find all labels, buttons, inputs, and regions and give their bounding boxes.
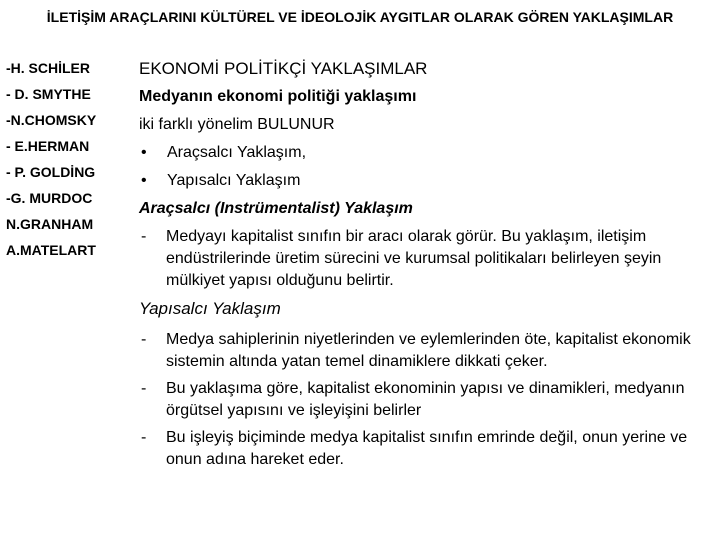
slide-title: İLETİŞİM ARAÇLARINI KÜLTÜREL VE İDEOLOJİK AYGITLAR OLARAK GÖREN YAKLAŞIMLAR [46, 9, 674, 25]
bullet-icon: • [141, 144, 147, 161]
dash-item [139, 378, 709, 422]
author-item: - P. GOLDİNG [6, 164, 96, 180]
author-item: - E.HERMAN [6, 138, 90, 154]
dash-text: Bu yaklaşıma göre, kapitalist ekonominin yapısı ve dinamikleri, medyanın örgütsel yapısını ve işleyişini belirler [166, 380, 685, 419]
dash-item [139, 329, 709, 373]
dash-text: Bu işleyiş biçiminde medya kapitalist sınıfın emrinde değil, onun yerine ve onun adına hareket eder. [166, 429, 688, 468]
intro-text: iki farklı yönelim BULUNUR [139, 116, 335, 133]
bullet-icon: • [141, 172, 147, 189]
author-item: -G. MURDOC [6, 190, 93, 206]
instrumental-heading: Araçsalcı (Instrümentalist) Yaklaşım [139, 200, 413, 217]
dash-item [139, 226, 709, 292]
dash-item [139, 427, 709, 471]
author-item: - D. SMYTHE [6, 86, 91, 102]
author-item: A.MATELART [6, 242, 96, 258]
dash-icon: - [141, 429, 147, 446]
author-item: N.GRANHAM [6, 216, 94, 232]
author-item: -H. SCHİLER [6, 60, 90, 76]
dash-icon: - [141, 380, 147, 397]
dash-icon: - [141, 331, 147, 348]
bullet-text: Yapısalcı Yaklaşım [167, 172, 301, 189]
bullet-item [139, 170, 709, 198]
dash-icon: - [141, 228, 147, 245]
section-subheading: Medyanın ekonomi politiği yaklaşımı [139, 88, 417, 105]
dash-text: Medya sahiplerinin niyetlerinden ve eylemlerinden öte, kapitalist ekonomik sistemin altında yatan temel dinamiklere dikkati çeker. [166, 331, 691, 370]
content-body [139, 58, 709, 476]
bullet-text: Araçsalcı Yaklaşım, [167, 144, 307, 161]
structural-heading: Yapısalcı Yaklaşım [139, 299, 281, 318]
section-heading: EKONOMİ POLİTİKÇİ YAKLAŞIMLAR [139, 59, 428, 78]
bullet-item [139, 142, 709, 170]
author-item: -N.CHOMSKY [6, 112, 97, 128]
author-list [6, 58, 132, 266]
dash-text: Medyayı kapitalist sınıfın bir aracı olarak görür. Bu yaklaşım, iletişim endüstrilerinde üretim sürecini ve kurumsal politikaları belirleyen şeyin mülkiyet yapısı olduğunu belirtir. [166, 228, 662, 289]
